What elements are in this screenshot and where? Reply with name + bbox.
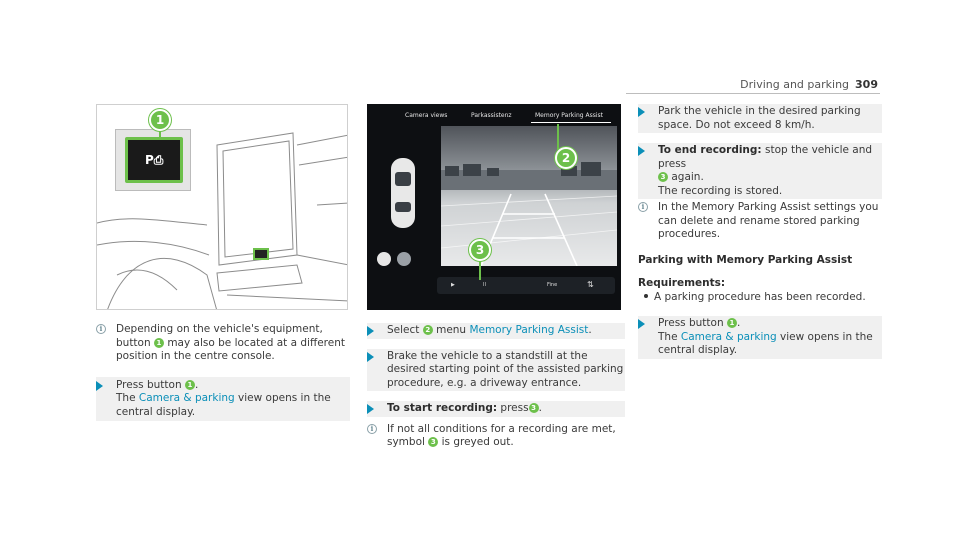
step-park-vehicle: Park the vehicle in the desired parking space. Do not exceed 8 km/h. (638, 104, 882, 133)
parking-camera-icon: P⎙ (145, 153, 164, 167)
finish-button[interactable]: Fine (547, 282, 558, 288)
info-note: i If not all conditions for a recording are met, symbol 3 is greyed out. (367, 423, 625, 450)
camera-parking-link[interactable]: Camera & parking (680, 330, 777, 343)
section-heading: Parking with Memory Parking Assist (638, 253, 853, 266)
callout-2: 2 (555, 147, 577, 169)
record-symbol-button[interactable]: ⇅ (587, 280, 594, 289)
record-icon[interactable] (377, 252, 391, 266)
display-screenshot (367, 104, 621, 310)
step-arrow-icon (367, 404, 374, 414)
callout-1: 1 (149, 109, 171, 131)
step-brake: Brake the vehicle to a standstill at the desired starting point of the assisted parking procedure, e.g. a driveway entrance. (367, 349, 625, 392)
memory-parking-bottom-bar (437, 277, 615, 294)
camera-scene (441, 126, 617, 266)
step-arrow-icon (367, 326, 374, 336)
play-icon[interactable]: ▶ (451, 282, 455, 288)
callout-3-leader (479, 260, 481, 280)
page-number: 309 (855, 78, 878, 91)
callout-ref-1: 1 (154, 338, 164, 348)
tab-parkassistenz: Parkassistenz (471, 112, 512, 119)
header-rule (626, 93, 880, 94)
pause-icon[interactable]: II (483, 282, 486, 288)
rear-camera-view (441, 126, 617, 266)
memory-parking-assist-link[interactable]: Memory Parking Assist (469, 324, 589, 336)
step-end-recording: To end recording: stop the vehicle and press 3 again. The recording is stored. (638, 143, 882, 199)
tab-camera-views: Camera views (405, 112, 448, 119)
column-3 (638, 104, 882, 359)
info-icon: i (638, 202, 648, 212)
car-top-view (385, 154, 421, 234)
callout-ref-3: 3 (658, 172, 668, 182)
info-note: i In the Memory Parking Assist settings you can delete and rename stored parking procedures. (638, 201, 882, 242)
page-header (740, 78, 878, 91)
section-title: Driving and parking (740, 78, 850, 91)
callout-ref-2: 2 (423, 325, 433, 335)
step-arrow-icon (638, 146, 645, 156)
callout-3: 3 (469, 239, 491, 261)
callout-ref-3: 3 (529, 403, 539, 413)
step-press-button: Press button 1 . The Camera & parking view opens in the central display. (96, 377, 350, 422)
dashboard-illustration (96, 104, 348, 310)
callout-ref-1: 1 (727, 318, 737, 328)
step-press-button: Press button 1 . The Camera & parking view opens in the central display. (638, 316, 882, 359)
callout-ref-1: 1 (185, 380, 195, 390)
column-2 (367, 323, 625, 450)
step-select-menu: Select 2 menu Memory Parking Assist. (367, 323, 625, 339)
step-start-recording: To start recording: press 3 . (367, 401, 625, 417)
tab-memory-parking-assist: Memory Parking Assist (535, 112, 603, 119)
step-arrow-icon (638, 107, 645, 117)
callout-ref-3: 3 (428, 437, 438, 447)
camera-parking-link[interactable]: Camera & parking (138, 392, 235, 404)
column-1 (96, 323, 350, 421)
info-note: i Depending on the vehicle's equipment, button 1 may also be located at a different position in the centre console. (96, 323, 350, 364)
requirements-label: Requirements: (638, 277, 726, 289)
info-icon: i (367, 424, 377, 434)
step-arrow-icon (96, 381, 103, 391)
settings-icon[interactable] (397, 252, 411, 266)
active-tab-indicator (531, 122, 611, 123)
info-icon: i (96, 324, 106, 334)
step-arrow-icon (638, 319, 645, 329)
bullet-icon (644, 294, 648, 298)
requirement-item: A parking procedure has been recorded. (638, 291, 882, 305)
camera-button[interactable] (125, 137, 183, 183)
step-arrow-icon (367, 352, 374, 362)
console-button-location (253, 248, 269, 260)
